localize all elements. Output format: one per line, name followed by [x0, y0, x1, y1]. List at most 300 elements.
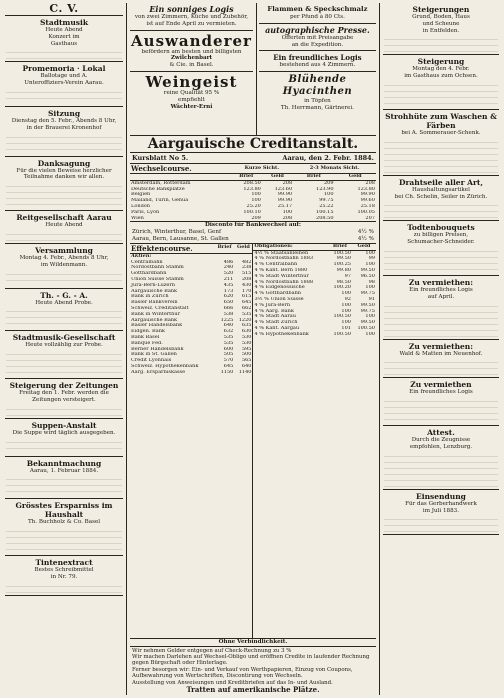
left-ad-title-0: Stadtmusik	[39, 18, 89, 27]
obligationen-cell: 4 % Kant. Aargau	[254, 325, 300, 331]
left-ad-title-5: Versammlung	[35, 245, 93, 255]
effekten-left	[130, 244, 252, 638]
aktien-cell: 535	[223, 334, 234, 340]
wechsel-cell: 123.80	[243, 186, 261, 192]
right-ad-filler-2	[384, 137, 498, 173]
right-ad-8	[383, 426, 499, 490]
left-ad-line-1-1: Unteroffiziers-Verein Aarau.	[24, 80, 104, 87]
aktien-cell: Banque Féd.	[131, 340, 163, 346]
ad-logis-line-1: von zwei Zimmern, Küche und Zubehör,	[134, 14, 249, 20]
obligationen-cell: 4 % Gotthardbahn	[254, 291, 302, 297]
wechsel-cell: Belgien	[131, 192, 151, 198]
right-ad-line-9-1: im Juli 1883.	[422, 507, 460, 514]
aktien-cell: Crédit Lyonnais	[131, 358, 172, 364]
kurs-note-1: Wir machen Darlehen auf Wechsel-Obligo und eröffnen Credite in laufender Rechnung gegen Bürgschaft oder Hinterlage.	[132, 653, 370, 667]
aktien-cell: 620	[223, 294, 234, 300]
wechsel-cell: Wien	[131, 215, 144, 221]
aktien-cell: 535	[223, 340, 234, 346]
wechsel-cell: 99.90	[277, 192, 293, 198]
aktien-cell: Basler Handelsbank	[131, 323, 183, 329]
right-ad-line-1-0: Montag den 4. Febr.	[412, 66, 470, 73]
aktien-cell: 530	[241, 334, 252, 340]
aktien-cell: Centralbahn	[131, 259, 163, 265]
left-ad-title-6: Th. - G. - A.	[40, 290, 88, 300]
aktien-cell: 630	[241, 329, 252, 335]
aktien-cell: Schweiz. Creditanstalt	[131, 305, 189, 311]
ad-logis-line-2: ist auf Ende April zu vermieten.	[146, 20, 237, 27]
ad-logis2-line-1: bestehend aus 4 Zimmern.	[279, 62, 356, 69]
ad-presse	[259, 24, 376, 52]
left-ad-12	[5, 556, 123, 596]
top-ads-row	[130, 3, 376, 136]
obligationen-cell: 4 % Nordostbahn 1883	[254, 256, 314, 262]
right-ad-line-2-0: bei A. Sommerauer-Schenk.	[401, 129, 481, 136]
effekten-header-geld: Geld	[234, 244, 252, 254]
ad-weingeist-line-1: reine Qualität 95 %	[163, 89, 220, 96]
right-ad-filler-5	[384, 301, 498, 337]
aktien-cell: 1220	[238, 317, 252, 323]
aktien-cell: 650	[223, 300, 234, 306]
right-ad-line-9-0: Für das Gerberhandwerk	[405, 500, 477, 507]
aktien-cell: Berner Handelsbank	[131, 346, 184, 352]
right-ad-line-8-1: empfohlen, Lenzburg.	[409, 443, 473, 450]
obligationen-cell: 99	[368, 256, 375, 262]
effekten-right	[252, 244, 375, 638]
ad-flammen	[259, 3, 376, 24]
left-ad-filler-6	[6, 306, 122, 328]
left-ad-line-5-1: im Wildenmann.	[40, 261, 88, 268]
right-ad-line-5-0: Ein freundliches Logis	[409, 286, 473, 293]
aktien-cell: 240	[223, 265, 234, 271]
wechsel-cell: 123.80	[357, 186, 375, 192]
ad-weingeist	[130, 72, 253, 112]
left-ad-3	[5, 157, 123, 212]
aktien-cell: 435	[223, 282, 234, 288]
ad-logis	[130, 3, 253, 31]
obligationen-cell: 101	[341, 325, 351, 331]
obligationen-cell: 99.75	[360, 308, 375, 314]
right-ad-line-0-2: in Entfelden.	[422, 27, 460, 34]
wechsel-cell: 25.20	[246, 203, 261, 209]
right-ad-line-0-0: Grund, Boden, Haus	[412, 14, 470, 20]
aktien-cell: 666	[223, 305, 234, 311]
obligationen-cell: 4½ % Staatsanleihen	[254, 250, 309, 256]
wechsel-cell: 100.10	[243, 209, 261, 215]
wechsel-sub-1: Brief	[231, 174, 262, 181]
wechsel-section	[130, 164, 376, 244]
aktien-title: Aktien:	[131, 253, 152, 259]
right-ad-6	[383, 340, 499, 379]
left-ad-filler-0	[6, 47, 122, 59]
left-ad-filler-9	[6, 437, 122, 454]
ad-presse-title: autographische Presse.	[265, 24, 370, 35]
left-ad-filler-7	[6, 349, 122, 376]
aktien-cell: 635	[241, 323, 252, 329]
obligationen-cell: 100.50	[357, 325, 375, 331]
obligationen-cell: 98	[368, 279, 375, 285]
left-ad-filler-2	[6, 132, 122, 154]
left-ad-7	[5, 331, 123, 379]
left-ad-4	[5, 211, 123, 244]
kurs-note-0: Wir nehmen Gelder entgegen auf Check-Rechnung zu 3 %	[132, 647, 292, 654]
aktien-cell: 632	[223, 329, 234, 335]
wechsel-header-monats: 2-3 Monats Sicht.	[293, 164, 376, 174]
obligationen-cell: 99.80	[336, 267, 351, 273]
left-ad-title-2: Sitzung	[47, 108, 81, 118]
obligationen-cell: 100	[365, 314, 375, 320]
disconto-rate: 4½ %	[357, 229, 374, 236]
left-ad-9	[5, 419, 123, 457]
effekten-right-header-geld: Geld	[352, 244, 376, 250]
left-ad-title-4: Reitgesellschaft Aarau	[16, 213, 112, 223]
wechsel-cell: 208.50	[243, 180, 261, 186]
left-ad-line-2-0: Dienstag den 5. Febr., Abends 8 Uhr,	[11, 117, 117, 124]
wechsel-sub-3: Brief	[293, 174, 334, 181]
obligationen-cell: 100	[365, 250, 375, 256]
kursblatt-title: Aargauische Creditanstalt.	[130, 136, 376, 153]
obligationen-cell: 99.50	[360, 320, 375, 326]
effekten-right-header-brief: Brief	[328, 244, 352, 250]
obligationen-cell: 100	[341, 291, 351, 297]
obligationen-rows	[253, 250, 375, 337]
right-ad-7	[383, 378, 499, 426]
aktien-cell: 505	[223, 352, 234, 358]
wechsel-sub-0	[130, 174, 231, 181]
ad-hyacinthen-line-2: Th. Herrmann, Gärtnerei.	[280, 104, 354, 111]
right-ad-line-4-0: zu billigen Preisen,	[413, 232, 469, 239]
wechsel-rows	[130, 180, 376, 221]
obligationen-cell: 4 % Jura-Bern	[254, 302, 291, 308]
wechsel-cell: 123.90	[316, 186, 334, 192]
wechsel-sub-2: Geld	[262, 174, 293, 181]
kurs-note-4: Tratten auf amerikanische Plätze.	[186, 685, 320, 694]
wechsel-cell: Mailand, Turin, Genua	[131, 198, 189, 204]
aktien-cell: 535	[241, 311, 252, 317]
ad-auswanderer-line-1: befördern am besten und billigsten	[141, 48, 242, 55]
aktien-cell: Basler Bankverein	[131, 300, 178, 306]
wechsel-cell: 100.05	[357, 209, 375, 215]
obligationen-cell: 4 % Stadt Aarau	[254, 314, 296, 320]
ad-hyacinthen-line-1: in Töpfen	[304, 98, 331, 105]
right-ad-filler-4	[384, 246, 498, 273]
wechsel-cell: 99.75	[319, 198, 334, 204]
left-ad-title-11: Grösstes Ersparniss im Haushalt	[15, 501, 113, 520]
obligationen-cell: 100	[365, 262, 375, 268]
effekten-title: Effektencourse.	[130, 244, 215, 254]
ad-presse-line-2: an die Expedition.	[291, 41, 344, 48]
obligationen-cell: 100.50	[333, 250, 351, 256]
right-ad-title-5: Zu vermiethen:	[408, 277, 474, 287]
ad-logis2-title: Ein freundliches Logis	[273, 53, 362, 63]
obligationen-cell: 4 % Centralbahn	[254, 262, 298, 268]
right-ad-4	[383, 221, 499, 276]
right-ad-line-3-1: bei Ch. Schelin, Seiler in Zürich.	[394, 193, 488, 200]
left-ad-line-1-0: Ballotage und A.	[40, 73, 88, 80]
disconto-rate: 4½ %	[357, 235, 374, 242]
right-ad-3	[383, 176, 499, 222]
left-ad-1	[5, 62, 123, 107]
wechsel-cell: 99.90	[277, 198, 293, 204]
left-ad-title-10: Bekanntmachung	[26, 458, 102, 468]
left-ad-title-1: Promemoria · Lokal	[22, 64, 106, 74]
verbindlichkeit-note: Ohne Verbindlichkeit.	[130, 638, 376, 647]
right-ad-line-7-0: Ein freundliches Logis	[409, 389, 473, 396]
left-ad-title-7: Stadtmusik-Gesellschaft	[12, 333, 116, 343]
obligationen-cell: 4 % Stadt Winterthur	[254, 273, 309, 279]
aktien-cell: 570	[223, 358, 234, 364]
aktien-cell: Gotthardbahn	[131, 271, 167, 277]
wechsel-cell: 25.22	[319, 203, 334, 209]
aktien-cell: 208	[241, 276, 252, 282]
aktien-cell: Nordostbahn Stamm	[131, 265, 184, 271]
right-ad-title-9: Einsendung	[416, 491, 466, 501]
aktien-cell: 520	[223, 271, 234, 277]
ad-auswanderer	[130, 31, 253, 72]
left-ad-line-7-0: Heute vollzählig zur Probe.	[25, 342, 103, 349]
aktien-cell: Eidgen. Bank	[131, 329, 165, 335]
right-ad-filler-0	[384, 34, 498, 52]
ad-flammen-title: Flammen & Speckschmalz	[267, 5, 368, 13]
right-ad-title-1: Steigerung	[417, 57, 465, 67]
obligationen-row	[253, 332, 375, 338]
left-ad-10	[5, 457, 123, 500]
wechsel-cell: 99.60	[360, 198, 375, 204]
obligationen-cell: 100	[341, 320, 351, 326]
wechsel-cell: 208	[282, 180, 293, 186]
obligationen-cell: 99.50	[360, 302, 375, 308]
aktien-cell: 430	[241, 282, 252, 288]
ad-weingeist-title: Weingeist	[145, 72, 238, 91]
disconto-title: Disconto für Bankwechsel auf:	[130, 221, 376, 229]
right-column	[383, 3, 499, 695]
wechsel-header-kurz: Kurze Sicht.	[231, 164, 294, 174]
right-ad-line-5-1: auf April.	[427, 293, 455, 300]
disconto-place: Aarau, Bern, Lausanne, St. Gallen	[132, 235, 229, 242]
obligationen-cell: 100.25	[333, 262, 351, 268]
obligationen-cell: 99.75	[360, 291, 375, 297]
left-ad-filler-3	[6, 181, 122, 208]
left-ad-line-3-0: Für die vielen Beweise herzlicher	[16, 167, 112, 174]
aktien-cell: Bank Basel	[131, 334, 160, 340]
wechsel-cell: 100	[251, 198, 261, 204]
aktien-cell: 173	[223, 288, 234, 294]
disconto-rows	[130, 229, 376, 243]
left-ad-line-4-0: Heute Abend	[45, 222, 83, 229]
obligationen-cell: 100.20	[333, 285, 351, 291]
wechsel-cell: 123.60	[274, 186, 293, 192]
aktien-cell: Bank in St. Gallen	[131, 352, 177, 358]
ad-auswanderer-title: Auswanderer	[131, 31, 252, 50]
right-ad-line-3-0: Haushaltungsartikel	[412, 186, 470, 193]
left-ad-title-8: Steigerung der Zeitungen	[9, 381, 119, 391]
aktien-cell: Aarg. Ersparniskasse	[131, 369, 186, 375]
aktien-cell: Schweiz. Hypothekenbank	[131, 363, 199, 369]
aktien-cell: Aargauische Bank	[131, 288, 178, 294]
aktien-cell: 538	[223, 311, 234, 317]
obligationen-cell: 99.50	[360, 267, 375, 273]
left-ad-line-6-0: Heute Abend Probe.	[35, 299, 93, 306]
kurs-note-2: Ferner besorgen wir: Ein- und Verkauf von Werthpapieren, Einzug von Coupons, Aufbewahrung von Wertschriften, Discontirung von Wechseln.	[132, 666, 353, 680]
aktien-cell: 615	[241, 294, 252, 300]
ad-hyacinthen	[259, 72, 376, 114]
left-ad-line-10-0: Aarau, 1. Februar 1884.	[29, 467, 99, 474]
left-ad-8	[5, 379, 123, 419]
wechsel-cell: 100	[323, 192, 334, 198]
wechsel-cell: 209	[251, 215, 261, 221]
right-ad-line-1-1: im Gasthaus zum Ochsen.	[404, 73, 478, 80]
obligationen-cell: 97	[344, 273, 351, 279]
right-ad-title-0: Steigerungen	[412, 5, 470, 14]
obligationen-cell: 99.50	[336, 256, 351, 262]
left-ad-filler-11	[6, 526, 122, 553]
effekten-section	[130, 244, 376, 638]
left-ad-6	[5, 289, 123, 332]
right-ad-filler-1	[384, 80, 498, 107]
aktien-cell: Jura-Bern-Luzern	[131, 282, 175, 288]
left-ad-line-11-0: Th. Buchholz & Co. Basel	[27, 519, 101, 526]
right-ad-title-2: Strohhüte zum Waschen & Färben	[385, 111, 497, 130]
right-ad-filler-9	[384, 514, 498, 532]
wechsel-cell: Paris, Lyon	[131, 209, 160, 215]
wechsel-cell: Deutsche Bankplätze	[131, 186, 185, 192]
aktien-cell: 170	[241, 288, 252, 294]
obligationen-cell: 100	[341, 308, 351, 314]
left-ad-title-12: Tintenextract	[35, 558, 93, 568]
kursblatt-number: Kursblatt No 5.	[132, 154, 189, 162]
left-ad-2	[5, 107, 123, 157]
aktien-cell: 486	[223, 259, 234, 265]
left-ad-filler-10	[6, 474, 122, 496]
right-ad-title-4: Todtenbouquets	[407, 223, 475, 233]
left-ad-11	[5, 499, 123, 556]
aktien-row	[130, 370, 252, 376]
right-ad-1	[383, 55, 499, 110]
wechsel-table	[130, 164, 376, 221]
top-ads-left	[130, 3, 253, 135]
left-ad-line-8-0: Freitag den 1. Febr. werden die	[19, 390, 109, 397]
left-ad-line-9-0: Die Suppe wird täglich ausgegeben.	[12, 429, 116, 436]
wechsel-cell: 208.50	[316, 215, 334, 221]
right-ad-filler-6	[384, 357, 498, 375]
ad-auswanderer-line-3: & Cie. in Basel.	[169, 62, 214, 69]
aktien-cell: 1225	[220, 317, 234, 323]
left-ad-line-12-0: Bestes Schreibmittel	[34, 567, 94, 574]
wechsel-cell: 25.17	[277, 203, 293, 209]
right-ad-title-8: Attest.	[427, 428, 455, 438]
wechsel-cell: 208	[282, 215, 293, 221]
obligationen-cell: 4 % Stadt Zürich	[254, 320, 298, 326]
left-ad-title-9: Suppen-Anstalt	[31, 420, 97, 430]
aktien-cell: 640	[223, 323, 234, 329]
aktien-cell: 645	[241, 300, 252, 306]
left-ad-line-12-1: in Nr. 79.	[50, 573, 78, 580]
wechsel-cell: Amsterdam, Rotterdam	[131, 180, 191, 186]
kurs-notes	[130, 647, 376, 695]
right-ad-title-3: Drahtseile aller Art,	[398, 177, 483, 187]
obligationen-cell: 4 % Nordostbahn 1888	[254, 279, 314, 285]
left-ad-0	[5, 16, 123, 62]
aktien-cell: 662	[241, 305, 252, 311]
aktien-cell: 530	[241, 340, 252, 346]
ad-presse-line-1: Offerten mit Preisangabe	[281, 34, 354, 41]
wechsel-cell: 25.18	[360, 203, 375, 209]
obligationen-cell: 100.50	[333, 314, 351, 320]
ad-logis-title: Ein sonniges Logis	[149, 4, 234, 14]
left-ad-line-0-1: Konzert im	[48, 33, 80, 40]
ad-hyacinthen-title: Blühende Hyacinthen	[282, 74, 353, 98]
obligationen-title: Obligationen:	[253, 244, 328, 250]
obligationen-cell: 100	[365, 331, 375, 337]
wechsel-cell: 100.15	[316, 209, 334, 215]
obligationen-cell: 100	[365, 285, 375, 291]
right-ad-5	[383, 276, 499, 340]
obligationen-cell: 4 % Kant. Bern 1880	[254, 267, 308, 273]
aktien-cell: Bank in Winterthur	[131, 311, 181, 317]
left-column	[5, 3, 127, 695]
aktien-cell: 565	[241, 358, 252, 364]
kursblatt-subheader	[130, 153, 376, 164]
ad-flammen-line-1: per Pfund à 80 Cts.	[289, 14, 345, 20]
obligationen-cell: 91	[368, 296, 375, 302]
aktien-cell: 595	[241, 346, 252, 352]
right-ad-line-0-1: und Scheune	[422, 20, 460, 27]
right-ad-line-4-1: Schumacher-Schneider.	[407, 239, 475, 246]
obligationen-cell: 3½ % Union Suisse	[254, 296, 304, 302]
aktien-cell: 645	[223, 363, 234, 369]
left-ad-title-3: Danksagung	[37, 158, 91, 168]
aktien-cell: 515	[241, 271, 252, 277]
right-ad-filler-7	[384, 396, 498, 423]
left-ad-line-2-1: in der Brauerei Kronenhof	[26, 124, 102, 131]
aktien-cell: Union Suisse Stamm	[131, 276, 184, 282]
right-ad-9	[383, 490, 499, 536]
obligationen-cell: 4 % Hypothekenbank	[254, 331, 309, 337]
aktien-cell: 640	[241, 363, 252, 369]
disconto-row	[130, 229, 376, 236]
obligationen-cell: 100.50	[333, 331, 351, 337]
left-ad-line-3-1: Teilnahme danken wir allen.	[23, 174, 105, 181]
left-ad-filler-5	[6, 269, 122, 286]
obligationen-cell: 92	[344, 296, 351, 302]
aktien-cell: 1140	[238, 369, 252, 375]
wechsel-cell: London	[131, 203, 151, 209]
aktien-rows	[130, 260, 252, 376]
obligationen-cell: 4 % Eidgenössische	[254, 285, 305, 291]
kursblatt-date: Aarau, den 2. Febr. 1884.	[282, 154, 374, 162]
left-ad-line-8-1: Zeitungen versteigert.	[32, 396, 96, 403]
obligationen-cell: 98.50	[336, 279, 351, 285]
top-ads-right	[256, 3, 376, 135]
aktien-cell: 211	[223, 276, 234, 282]
wechsel-sub-4: Geld	[335, 174, 376, 181]
left-ad-line-0-2: Gasthaus	[50, 40, 78, 47]
right-ad-title-6: Zu vermiethen:	[408, 341, 474, 351]
wechsel-cell: 207	[365, 215, 375, 221]
right-ad-filler-3	[384, 200, 498, 218]
right-ad-title-7: Zu vermiethen	[410, 380, 472, 390]
kurs-note-3: Ausstellung von Anweisungen und Kreditbriefen auf das In- und Ausland.	[132, 679, 333, 686]
effekten-header-brief: Brief	[215, 244, 235, 254]
wechsel-cell: 209	[323, 180, 334, 186]
left-ad-filler-8	[6, 404, 122, 416]
middle-column	[130, 3, 380, 695]
disconto-row	[130, 236, 376, 243]
obligationen-cell: 96.50	[360, 273, 375, 279]
aktien-cell: Aargauische Bank	[131, 317, 178, 323]
left-ads	[5, 16, 123, 695]
right-ad-filler-8	[384, 451, 498, 487]
aktien-cell: 1150	[220, 369, 234, 375]
